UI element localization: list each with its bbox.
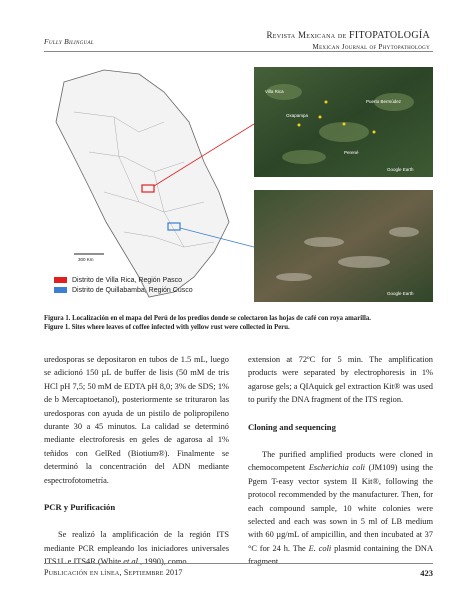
journal-english-title: Mexican Journal of Phytopathology bbox=[312, 43, 430, 51]
left-column bbox=[44, 353, 229, 569]
header-rule bbox=[44, 51, 433, 52]
journal-title-prefix: Revista Mexicana de bbox=[266, 30, 350, 40]
satellite-image-quillabamba bbox=[254, 190, 433, 302]
right-p2-em-1: Escherichia coli bbox=[308, 463, 365, 473]
scale-label: 300 Km bbox=[78, 257, 94, 262]
right-p2-text-a: The purified amplified products were cloned in chemocompetent bbox=[248, 450, 433, 473]
figure-1 bbox=[44, 62, 433, 306]
satellite-image-villa-rica bbox=[254, 67, 433, 177]
legend-item-quillabamba bbox=[54, 285, 193, 295]
footer-rule bbox=[44, 563, 433, 564]
legend-item-villa-rica bbox=[54, 275, 193, 285]
footer-publication: Publicación en línea, Septiembre 2017 bbox=[44, 568, 183, 577]
heading-cloning: Cloning and sequencing bbox=[248, 421, 336, 432]
left-p2-text-a: Se realizó la amplificación de la región ITS mediante PCR empleando los iniciadores universales ITS1L e ITS4R (White bbox=[44, 530, 229, 567]
left-p2-em: et al bbox=[123, 557, 138, 567]
running-head-left: Fully Bilingual bbox=[44, 37, 94, 46]
journal-header bbox=[266, 30, 430, 51]
sat-label-4: Perené bbox=[344, 150, 359, 155]
right-column bbox=[248, 353, 433, 569]
sat-label-1: Villa Rica bbox=[265, 89, 284, 94]
journal-title-main: FITOPATOLOGÍA bbox=[349, 30, 430, 41]
map-legend bbox=[54, 275, 193, 295]
right-paragraph-2 bbox=[248, 448, 433, 569]
sat-label-2: Oxapampa bbox=[286, 113, 309, 118]
journal-title bbox=[266, 30, 430, 41]
caption-es: Figura 1. Localización en el mapa del Perú de los predios donde se colectaron las hojas de café con roya amarilla. bbox=[44, 315, 371, 322]
figure-caption bbox=[44, 314, 433, 332]
google-earth-credit-top: Google Earth bbox=[387, 167, 414, 172]
page-number: 423 bbox=[420, 568, 433, 578]
google-earth-credit-bottom: Google Earth bbox=[387, 291, 414, 296]
caption-en: Figure 1. Sites where leaves of coffee infected with yellow rust were collected in Peru. bbox=[44, 324, 290, 331]
legend-label-quillabamba: Distrito de Quillabamba, Región Cusco bbox=[72, 286, 193, 294]
sat-label-3: Puerto Bermúdez bbox=[366, 99, 402, 104]
legend-swatch-red bbox=[54, 277, 67, 283]
right-p2-text-b: (JM109) using the Pgem T-easy vector system II Kit®, following the protocol recommended by the manufacturer. Then, for each compound sample, 10 white colonies were selected and each was sown in 5 ml of LB medium with 60 µg/mL of ampicillin, and then incubated at 37 °C for 24 h. The bbox=[248, 463, 434, 553]
heading-pcr: PCR y Purificación bbox=[44, 502, 116, 513]
left-p2-text-b: ., 1990), como bbox=[137, 557, 187, 567]
peru-map-outline bbox=[56, 70, 229, 297]
legend-label-villa-rica: Distrito de Villa Rica, Región Pasco bbox=[72, 276, 182, 284]
right-p2-text-c: plasmid containing the DNA fragment bbox=[248, 543, 433, 567]
right-paragraph-1: extension at 72ºC for 5 min. The amplification products were separated by electrophoresis in 1% agarose gels; a QIAquick gel extraction Kit® was used to purify the DNA fragment of the ITS region. bbox=[248, 355, 433, 405]
left-paragraph-1: uredosporas se depositaron en tubos de 1.5 mL, luego se adicionó 150 µL de buffer de lisis (50 mM de tris HCl pH 7,5; 50 mM de EDTA pH 8,0; 3% de SDS; 1% de b Mercaptoetanol), posteriormente se trituraron las uredosporas con ayuda de un pistilo de polipropileno durante 30 a 45 minutos. La calidad se determinó mediante electroforesis en geles de agarosa al 1% teñidos con GelRed (Biotium®). Finalmente se determinó la concentración del ADN mediante espectrofotometría. bbox=[44, 355, 229, 485]
right-p2-em-2: E. coli bbox=[308, 543, 332, 553]
legend-swatch-blue bbox=[54, 287, 67, 293]
